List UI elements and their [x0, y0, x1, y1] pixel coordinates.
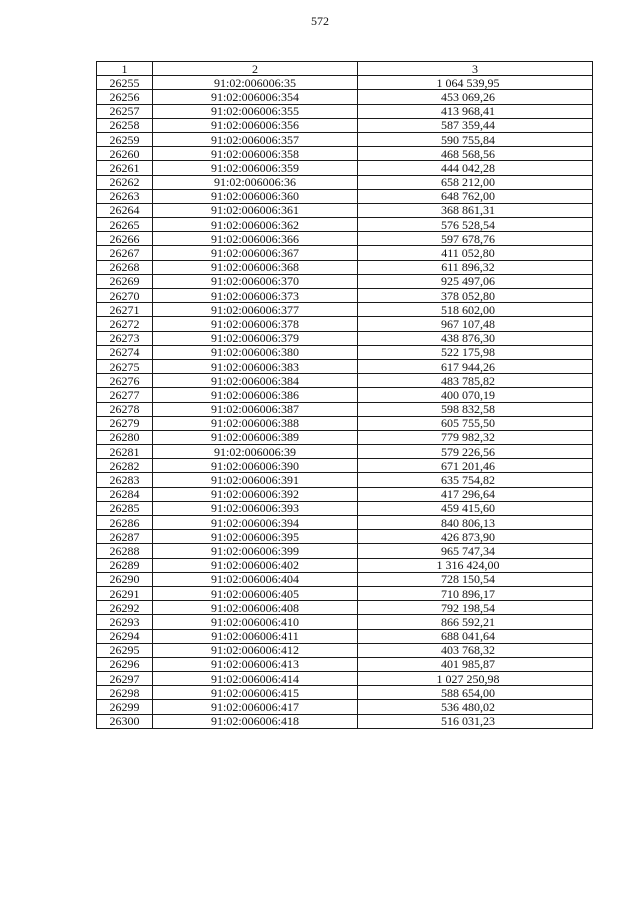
- row-index-cell: 26276: [97, 374, 153, 388]
- cadastral-number-cell: 91:02:006006:356: [153, 118, 358, 132]
- cadastral-value-cell: 1 027 250,98: [358, 672, 593, 686]
- cadastral-number-cell: 91:02:006006:405: [153, 586, 358, 600]
- table-row: [97, 459, 593, 473]
- cadastral-number-cell: 91:02:006006:417: [153, 700, 358, 714]
- table-row: [97, 218, 593, 232]
- cadastral-value-cell: 710 896,17: [358, 586, 593, 600]
- table-row: [97, 331, 593, 345]
- header-row: [97, 62, 593, 76]
- table-row: [97, 544, 593, 558]
- cadastral-value-cell: 671 201,46: [358, 459, 593, 473]
- row-index-cell: 26262: [97, 175, 153, 189]
- cadastral-value-cell: 413 968,41: [358, 104, 593, 118]
- cadastral-value-cell: 611 896,32: [358, 260, 593, 274]
- cadastral-value-cell: 401 985,87: [358, 657, 593, 671]
- table-row: [97, 615, 593, 629]
- table-row: [97, 516, 593, 530]
- table-row: [97, 161, 593, 175]
- table-header: [97, 62, 593, 76]
- row-index-cell: 26275: [97, 359, 153, 373]
- row-index-cell: 26259: [97, 132, 153, 146]
- cadastral-number-cell: 91:02:006006:412: [153, 643, 358, 657]
- row-index-cell: 26281: [97, 445, 153, 459]
- cadastral-value-cell: 378 052,80: [358, 289, 593, 303]
- table-row: [97, 586, 593, 600]
- column-header-index: 1: [97, 62, 153, 76]
- row-index-cell: 26271: [97, 303, 153, 317]
- cadastral-value-cell: 516 031,23: [358, 714, 593, 728]
- row-index-cell: 26279: [97, 416, 153, 430]
- cadastral-value-cell: 411 052,80: [358, 246, 593, 260]
- cadastral-value-cell: 967 107,48: [358, 317, 593, 331]
- table-row: [97, 118, 593, 132]
- cadastral-value-cell: 605 755,50: [358, 416, 593, 430]
- cadastral-value-cell: 576 528,54: [358, 218, 593, 232]
- cadastral-number-cell: 91:02:006006:377: [153, 303, 358, 317]
- cadastral-number-cell: 91:02:006006:415: [153, 686, 358, 700]
- table-row: [97, 473, 593, 487]
- row-index-cell: 26289: [97, 558, 153, 572]
- cadastral-number-cell: 91:02:006006:387: [153, 402, 358, 416]
- cadastral-number-cell: 91:02:006006:394: [153, 516, 358, 530]
- cadastral-number-cell: 91:02:006006:368: [153, 260, 358, 274]
- row-index-cell: 26287: [97, 530, 153, 544]
- cadastral-number-cell: 91:02:006006:357: [153, 132, 358, 146]
- cadastral-value-cell: 438 876,30: [358, 331, 593, 345]
- cadastral-value-cell: 597 678,76: [358, 232, 593, 246]
- table-row: [97, 203, 593, 217]
- row-index-cell: 26274: [97, 345, 153, 359]
- cadastral-value-cell: 468 568,56: [358, 147, 593, 161]
- cadastral-value-cell: 658 212,00: [358, 175, 593, 189]
- table-row: [97, 686, 593, 700]
- row-index-cell: 26292: [97, 601, 153, 615]
- table-row: [97, 317, 593, 331]
- cadastral-value-cell: 588 654,00: [358, 686, 593, 700]
- table-row: [97, 657, 593, 671]
- cadastral-number-cell: 91:02:006006:384: [153, 374, 358, 388]
- cadastral-number-cell: 91:02:006006:355: [153, 104, 358, 118]
- table-row: [97, 445, 593, 459]
- table-row: [97, 700, 593, 714]
- cadastral-value-cell: 518 602,00: [358, 303, 593, 317]
- table-row: [97, 572, 593, 586]
- table-row: [97, 530, 593, 544]
- row-index-cell: 26299: [97, 700, 153, 714]
- row-index-cell: 26268: [97, 260, 153, 274]
- table-row: [97, 501, 593, 515]
- cadastral-value-cell: 453 069,26: [358, 90, 593, 104]
- cadastral-number-cell: 91:02:006006:399: [153, 544, 358, 558]
- cadastral-value-cell: 590 755,84: [358, 132, 593, 146]
- cadastral-value-cell: 400 070,19: [358, 388, 593, 402]
- cadastral-value-cell: 417 296,64: [358, 487, 593, 501]
- row-index-cell: 26291: [97, 586, 153, 600]
- row-index-cell: 26296: [97, 657, 153, 671]
- cadastral-number-cell: 91:02:006006:410: [153, 615, 358, 629]
- cadastral-value-cell: 728 150,54: [358, 572, 593, 586]
- row-index-cell: 26295: [97, 643, 153, 657]
- table-row: [97, 672, 593, 686]
- row-index-cell: 26269: [97, 274, 153, 288]
- row-index-cell: 26298: [97, 686, 153, 700]
- row-index-cell: 26297: [97, 672, 153, 686]
- cadastral-number-cell: 91:02:006006:366: [153, 232, 358, 246]
- cadastral-value-table: [96, 61, 593, 729]
- table-row: [97, 260, 593, 274]
- row-index-cell: 26258: [97, 118, 153, 132]
- row-index-cell: 26278: [97, 402, 153, 416]
- row-index-cell: 26270: [97, 289, 153, 303]
- table-row: [97, 303, 593, 317]
- table-row: [97, 345, 593, 359]
- cadastral-value-cell: 792 198,54: [358, 601, 593, 615]
- cadastral-value-cell: 688 041,64: [358, 629, 593, 643]
- row-index-cell: 26285: [97, 501, 153, 515]
- cadastral-number-cell: 91:02:006006:358: [153, 147, 358, 161]
- table-row: [97, 430, 593, 444]
- cadastral-number-cell: 91:02:006006:362: [153, 218, 358, 232]
- cadastral-number-cell: 91:02:006006:413: [153, 657, 358, 671]
- cadastral-number-cell: 91:02:006006:378: [153, 317, 358, 331]
- row-index-cell: 26294: [97, 629, 153, 643]
- cadastral-number-cell: 91:02:006006:408: [153, 601, 358, 615]
- row-index-cell: 26273: [97, 331, 153, 345]
- cadastral-value-cell: 536 480,02: [358, 700, 593, 714]
- cadastral-value-cell: 840 806,13: [358, 516, 593, 530]
- table-row: [97, 558, 593, 572]
- cadastral-value-cell: 1 064 539,95: [358, 76, 593, 90]
- cadastral-value-cell: 522 175,98: [358, 345, 593, 359]
- cadastral-number-cell: 91:02:006006:388: [153, 416, 358, 430]
- table-row: [97, 76, 593, 90]
- row-index-cell: 26264: [97, 203, 153, 217]
- cadastral-value-cell: 444 042,28: [358, 161, 593, 175]
- cadastral-number-cell: 91:02:006006:404: [153, 572, 358, 586]
- cadastral-value-cell: 925 497,06: [358, 274, 593, 288]
- row-index-cell: 26286: [97, 516, 153, 530]
- table-row: [97, 629, 593, 643]
- table-body: [97, 76, 593, 729]
- cadastral-number-cell: 91:02:006006:380: [153, 345, 358, 359]
- cadastral-number-cell: 91:02:006006:360: [153, 189, 358, 203]
- cadastral-number-cell: 91:02:006006:373: [153, 289, 358, 303]
- table-row: [97, 274, 593, 288]
- table-row: [97, 643, 593, 657]
- row-index-cell: 26288: [97, 544, 153, 558]
- cadastral-number-cell: 91:02:006006:36: [153, 175, 358, 189]
- row-index-cell: 26283: [97, 473, 153, 487]
- cadastral-value-cell: 403 768,32: [358, 643, 593, 657]
- cadastral-value-cell: 587 359,44: [358, 118, 593, 132]
- row-index-cell: 26256: [97, 90, 153, 104]
- cadastral-number-cell: 91:02:006006:393: [153, 501, 358, 515]
- row-index-cell: 26272: [97, 317, 153, 331]
- row-index-cell: 26257: [97, 104, 153, 118]
- page-number: 572: [311, 14, 329, 28]
- cadastral-number-cell: 91:02:006006:354: [153, 90, 358, 104]
- cadastral-number-cell: 91:02:006006:370: [153, 274, 358, 288]
- cadastral-number-cell: 91:02:006006:402: [153, 558, 358, 572]
- cadastral-value-cell: 965 747,34: [358, 544, 593, 558]
- table-row: [97, 601, 593, 615]
- table-row: [97, 246, 593, 260]
- column-header-cadastral-number: 2: [153, 62, 358, 76]
- cadastral-value-cell: 426 873,90: [358, 530, 593, 544]
- cadastral-number-cell: 91:02:006006:39: [153, 445, 358, 459]
- cadastral-value-cell: 635 754,82: [358, 473, 593, 487]
- cadastral-number-cell: 91:02:006006:390: [153, 459, 358, 473]
- table-row: [97, 487, 593, 501]
- table-row: [97, 175, 593, 189]
- cadastral-value-cell: 779 982,32: [358, 430, 593, 444]
- cadastral-value-cell: 617 944,26: [358, 359, 593, 373]
- row-index-cell: 26261: [97, 161, 153, 175]
- row-index-cell: 26300: [97, 714, 153, 728]
- cadastral-value-cell: 579 226,56: [358, 445, 593, 459]
- cadastral-number-cell: 91:02:006006:35: [153, 76, 358, 90]
- row-index-cell: 26266: [97, 232, 153, 246]
- cadastral-value-cell: 483 785,82: [358, 374, 593, 388]
- cadastral-number-cell: 91:02:006006:379: [153, 331, 358, 345]
- table-row: [97, 147, 593, 161]
- cadastral-number-cell: 91:02:006006:392: [153, 487, 358, 501]
- cadastral-value-cell: 598 832,58: [358, 402, 593, 416]
- cadastral-number-cell: 91:02:006006:418: [153, 714, 358, 728]
- cadastral-value-cell: 368 861,31: [358, 203, 593, 217]
- cadastral-value-cell: 866 592,21: [358, 615, 593, 629]
- table-row: [97, 132, 593, 146]
- cadastral-value-cell: 1 316 424,00: [358, 558, 593, 572]
- cadastral-number-cell: 91:02:006006:359: [153, 161, 358, 175]
- cadastral-number-cell: 91:02:006006:386: [153, 388, 358, 402]
- cadastral-number-cell: 91:02:006006:414: [153, 672, 358, 686]
- row-index-cell: 26263: [97, 189, 153, 203]
- row-index-cell: 26277: [97, 388, 153, 402]
- cadastral-number-cell: 91:02:006006:391: [153, 473, 358, 487]
- table-row: [97, 416, 593, 430]
- row-index-cell: 26293: [97, 615, 153, 629]
- table-row: [97, 232, 593, 246]
- row-index-cell: 26284: [97, 487, 153, 501]
- table-row: [97, 189, 593, 203]
- table-row: [97, 714, 593, 728]
- table-row: [97, 402, 593, 416]
- row-index-cell: 26265: [97, 218, 153, 232]
- table-row: [97, 374, 593, 388]
- row-index-cell: 26290: [97, 572, 153, 586]
- row-index-cell: 26282: [97, 459, 153, 473]
- table-row: [97, 289, 593, 303]
- table-row: [97, 359, 593, 373]
- table-row: [97, 90, 593, 104]
- row-index-cell: 26267: [97, 246, 153, 260]
- cadastral-number-cell: 91:02:006006:411: [153, 629, 358, 643]
- cadastral-number-cell: 91:02:006006:383: [153, 359, 358, 373]
- cadastral-value-cell: 459 415,60: [358, 501, 593, 515]
- cadastral-number-cell: 91:02:006006:367: [153, 246, 358, 260]
- row-index-cell: 26280: [97, 430, 153, 444]
- column-header-cadastral-value: 3: [358, 62, 593, 76]
- cadastral-number-cell: 91:02:006006:361: [153, 203, 358, 217]
- table-row: [97, 388, 593, 402]
- table-row: [97, 104, 593, 118]
- cadastral-number-cell: 91:02:006006:389: [153, 430, 358, 444]
- row-index-cell: 26255: [97, 76, 153, 90]
- cadastral-value-cell: 648 762,00: [358, 189, 593, 203]
- cadastral-number-cell: 91:02:006006:395: [153, 530, 358, 544]
- row-index-cell: 26260: [97, 147, 153, 161]
